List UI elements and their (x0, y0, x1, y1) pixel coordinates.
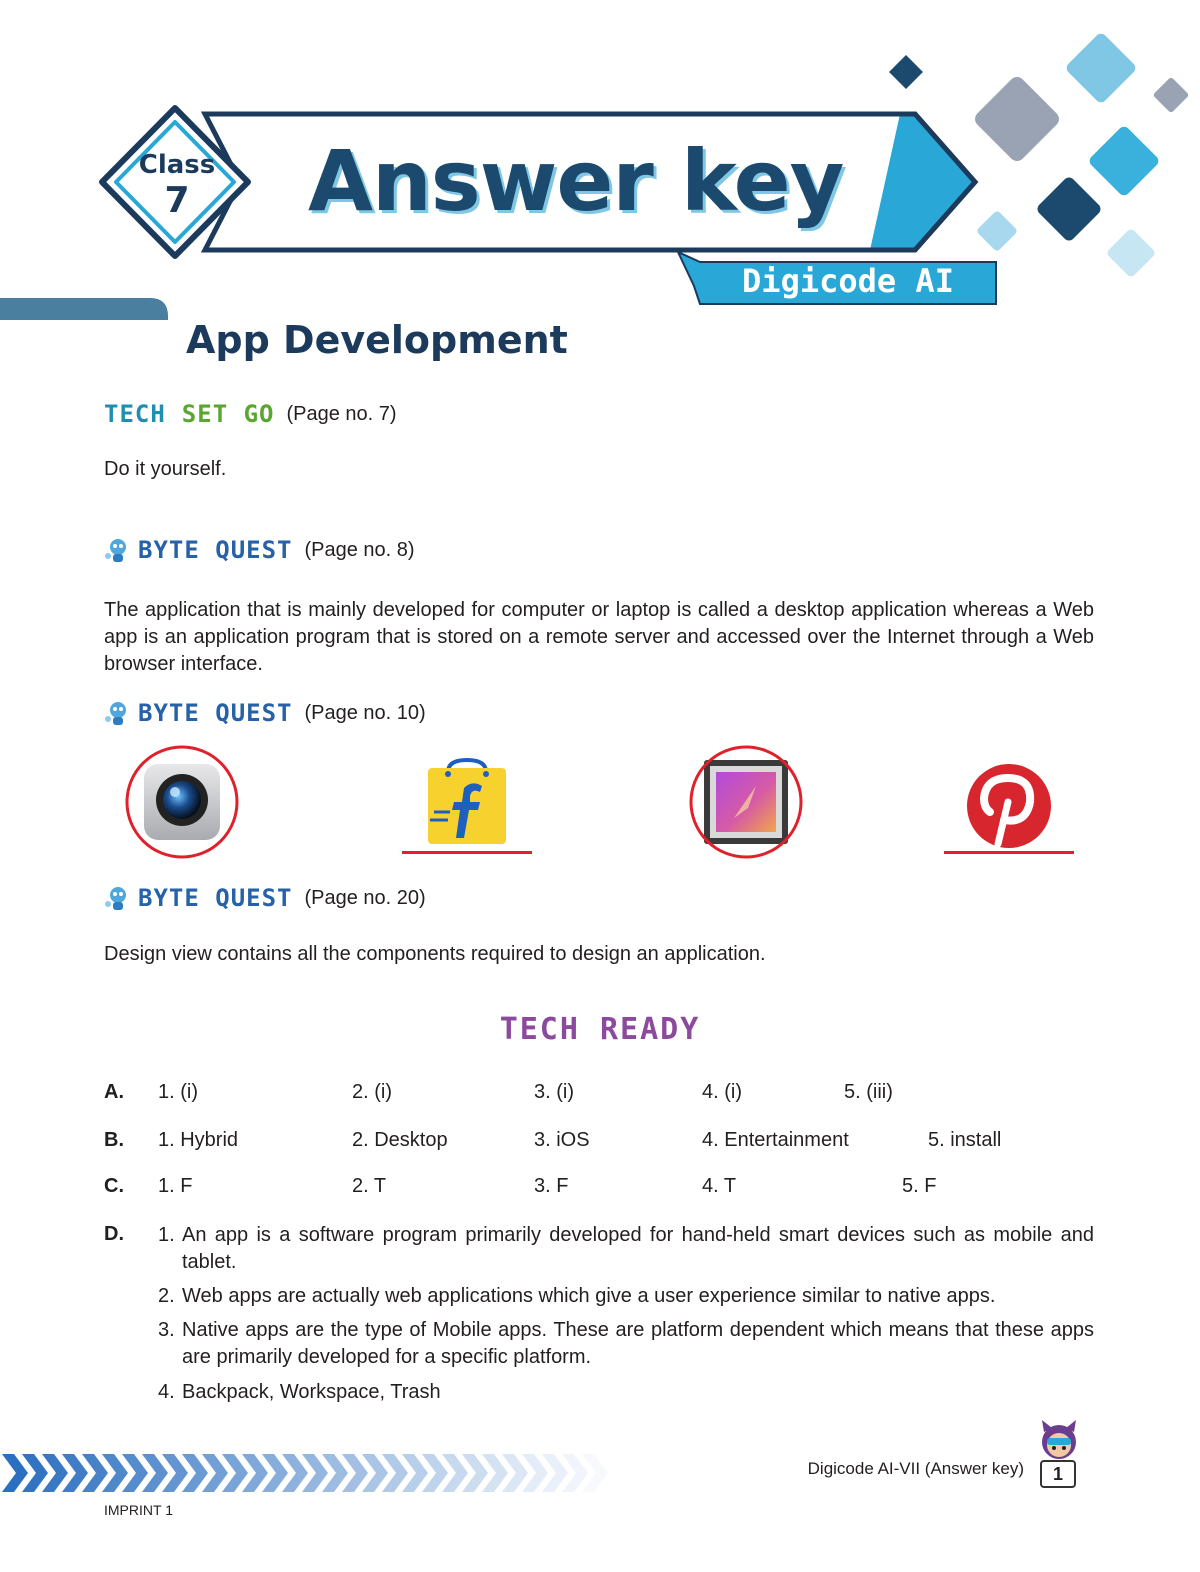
answer-item: 1. F (158, 1175, 193, 1197)
answer-item: 3. F (534, 1175, 569, 1197)
section-keyword: BYTE QUEST (138, 699, 293, 727)
answer-item: 5. install (928, 1129, 1002, 1151)
section-page-ref: (Page no. 8) (304, 538, 415, 561)
footer-book-title: Digicode AI-VII (Answer key) (807, 1459, 1024, 1478)
answer-d-item (158, 1317, 1094, 1371)
book-subtitle: Digicode AI (742, 262, 954, 300)
answer-item: 5. (iii) (844, 1081, 893, 1103)
camera-app-icon (120, 740, 244, 864)
answer-letter: A. (104, 1081, 124, 1103)
tech-ready-heading: TECH READY (499, 1012, 701, 1047)
section-keyword: BYTE QUEST (138, 536, 293, 564)
answer-item: 3. iOS (534, 1129, 590, 1151)
answer-item: 1. (i) (158, 1081, 198, 1103)
class-number: 7 (164, 180, 190, 221)
answer-d-number: 3. (158, 1319, 175, 1341)
section-answer: Do it yourself. (104, 458, 227, 480)
chevron-shape (2, 1454, 28, 1492)
answer-d-text: Backpack, Workspace, Trash (182, 1381, 441, 1403)
page-title: Answer key (308, 132, 844, 230)
section-heading-byte-quest (104, 534, 415, 566)
answer-d-number: 4. (158, 1381, 175, 1403)
answer-item: 4. Entertainment (702, 1129, 849, 1151)
section-keyword: BYTE QUEST (138, 884, 293, 912)
answer-item: 2. (i) (352, 1081, 392, 1103)
imprint-label: IMPRINT 1 (104, 1502, 173, 1518)
answer-item: 4. (i) (702, 1081, 742, 1103)
footer-chevrons (0, 1448, 640, 1498)
answer-item: 1. Hybrid (158, 1129, 239, 1151)
answer-d-number: 2. (158, 1285, 175, 1307)
answer-letter: D. (104, 1223, 124, 1245)
mascot-icon (1036, 1418, 1082, 1464)
section-keyword-2: SET GO (181, 400, 275, 428)
robot-icon (104, 884, 132, 912)
robot-icon (104, 699, 132, 727)
answer-d-item (158, 1222, 1094, 1276)
section-heading-byte-quest (104, 882, 426, 914)
answer-d-text: Web apps are actually web applications which give a user experience similar to native apps. (182, 1285, 996, 1307)
answer-item: 2. T (352, 1175, 387, 1197)
answer-letter: B. (104, 1129, 124, 1151)
section-keyword: TECH (104, 400, 166, 428)
section-page-ref: (Page no. 7) (286, 402, 397, 425)
chapter-title: App Development (186, 318, 568, 362)
section-heading-byte-quest (104, 697, 426, 729)
gallery-app-icon (684, 740, 808, 864)
chapter-number: 1. (104, 318, 152, 369)
section-page-ref: (Page no. 20) (304, 886, 426, 909)
pinterest-app-icon (942, 758, 1076, 858)
class-label: Class (138, 150, 216, 180)
answer-item: 5. F (902, 1175, 937, 1197)
robot-icon (104, 536, 132, 564)
answer-d-text: Native apps are the type of Mobile apps. These are platform dependent which means that these apps are primarily developed for a specific platform. (182, 1319, 1094, 1368)
answer-d-item (158, 1379, 1094, 1406)
section-answer: The application that is mainly developed for computer or laptop is called a desktop application whereas a Web app is an application program that is stored on a remote server and accessed over the Internet through a Web browser interface. (104, 599, 1094, 675)
section-answer: Design view contains all the components required to design an application. (104, 943, 766, 965)
answer-d-item (158, 1283, 1094, 1310)
answer-d-number: 1. (158, 1224, 175, 1246)
section-heading-tech-set-go (104, 398, 397, 430)
page-number: 1 (1040, 1460, 1076, 1488)
section-page-ref: (Page no. 10) (304, 701, 426, 724)
answer-item: 3. (i) (534, 1081, 574, 1103)
flipkart-app-icon (400, 758, 534, 858)
answer-d-text: An app is a software program primarily developed for hand-held smart devices such as mobile and tablet. (182, 1224, 1094, 1273)
answer-item: 4. T (702, 1175, 737, 1197)
answer-letter: C. (104, 1175, 124, 1197)
answer-item: 2. Desktop (352, 1129, 448, 1151)
